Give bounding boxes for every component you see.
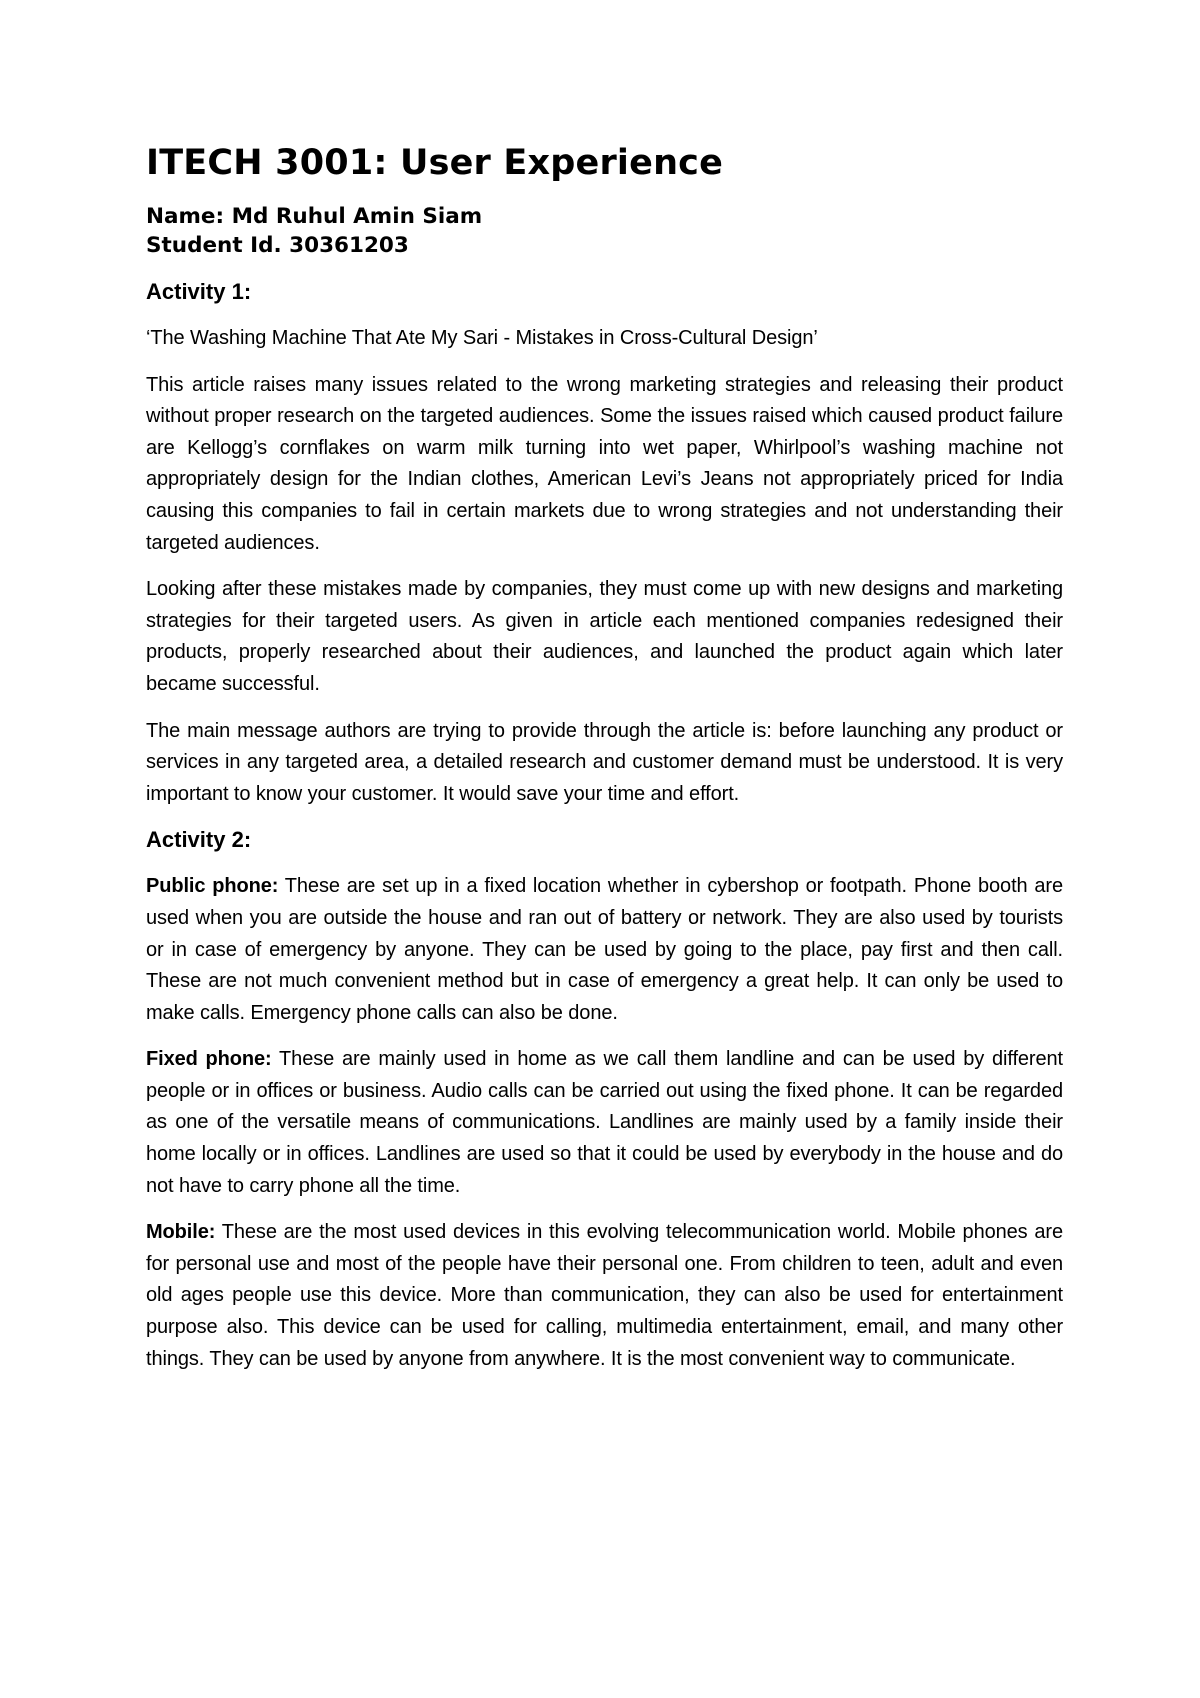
document-title: ITECH 3001: User Experience (146, 143, 724, 183)
activity-1-paragraph: This article raises many issues related to the wrong marketing strategies and releasing their product without proper research on the targeted audiences. Some the issues raised which caused product failure are Kellogg’s cornflakes on warm milk turning into wet paper, Whirlpool’s washing machine not appropriately design for the Indian clothes, American Levi’s Jeans not appropriately priced for India causing this companies to fail in certain markets due to wrong strategies and not understanding their targeted audiences. (146, 373, 1063, 554)
student-name: Name: Md Ruhul Amin Siam (146, 204, 483, 229)
public-phone-paragraph (146, 871, 1063, 1029)
activity-1-heading: Activity 1: (146, 279, 252, 304)
mobile-text: These are the most used devices in this evolving telecommunication world. Mobile phones are for personal use and most of the people have their personal one. From children to teen, adult and even old ages people use this device. More than communication, they can also be used for entertainment purpose also. This device can be used for calling, multimedia entertainment, email, and many other things. They can be used by anyone from anywhere. It is the most convenient way to communicate. (146, 1221, 1063, 1370)
fixed-phone-text: These are mainly used in home as we call them landline and can be used by different people or in offices or business. Audio calls can be carried out using the fixed phone. It can be regarded as one of the versatile means of communications. Landlines are mainly used by a family inside their home locally or in offices. Landlines are used so that it could be used by everybody in the house and do not have to carry phone all the time. (146, 1048, 1063, 1197)
author-info (146, 202, 1063, 260)
fixed-phone-label: Fixed phone: (146, 1048, 272, 1071)
activity-1-paragraph: Looking after these mistakes made by companies, they must come up with new designs and marketing strategies for their targeted users. As given in article each mentioned companies redesigned their products, properly researched about their audiences, and launched the product again which later became successful. (146, 578, 1063, 695)
public-phone-label: Public phone: (146, 875, 279, 898)
mobile-paragraph (146, 1217, 1063, 1375)
article-title: ‘The Washing Machine That Ate My Sari - Mistakes in Cross-Cultural Design’ (146, 327, 818, 349)
activity-2-heading: Activity 2: (146, 827, 252, 853)
activity-2-section (146, 825, 1063, 1375)
public-phone-text: These are set up in a fixed location whether in cybershop or footpath. Phone booth are used when you are outside the house and ran out of battery or network. They are also used by tourists or in case of emergency by anyone. They can be used by going to the place, pay first and then call. These are not much convenient method but in case of emergency a great help. It can only be used to make calls. Emergency phone calls can also be done. (146, 875, 1064, 1024)
fixed-phone-paragraph (146, 1044, 1063, 1202)
activity-1-paragraph: The main message authors are trying to provide through the article is: before launching any product or services in any targeted area, a detailed research and customer demand must be understood. It is very important to know your customer. It would save your time and effort. (146, 719, 1063, 805)
student-id: Student Id. 30361203 (146, 233, 409, 258)
activity-1-section (146, 277, 1063, 810)
mobile-label: Mobile: (146, 1221, 216, 1244)
